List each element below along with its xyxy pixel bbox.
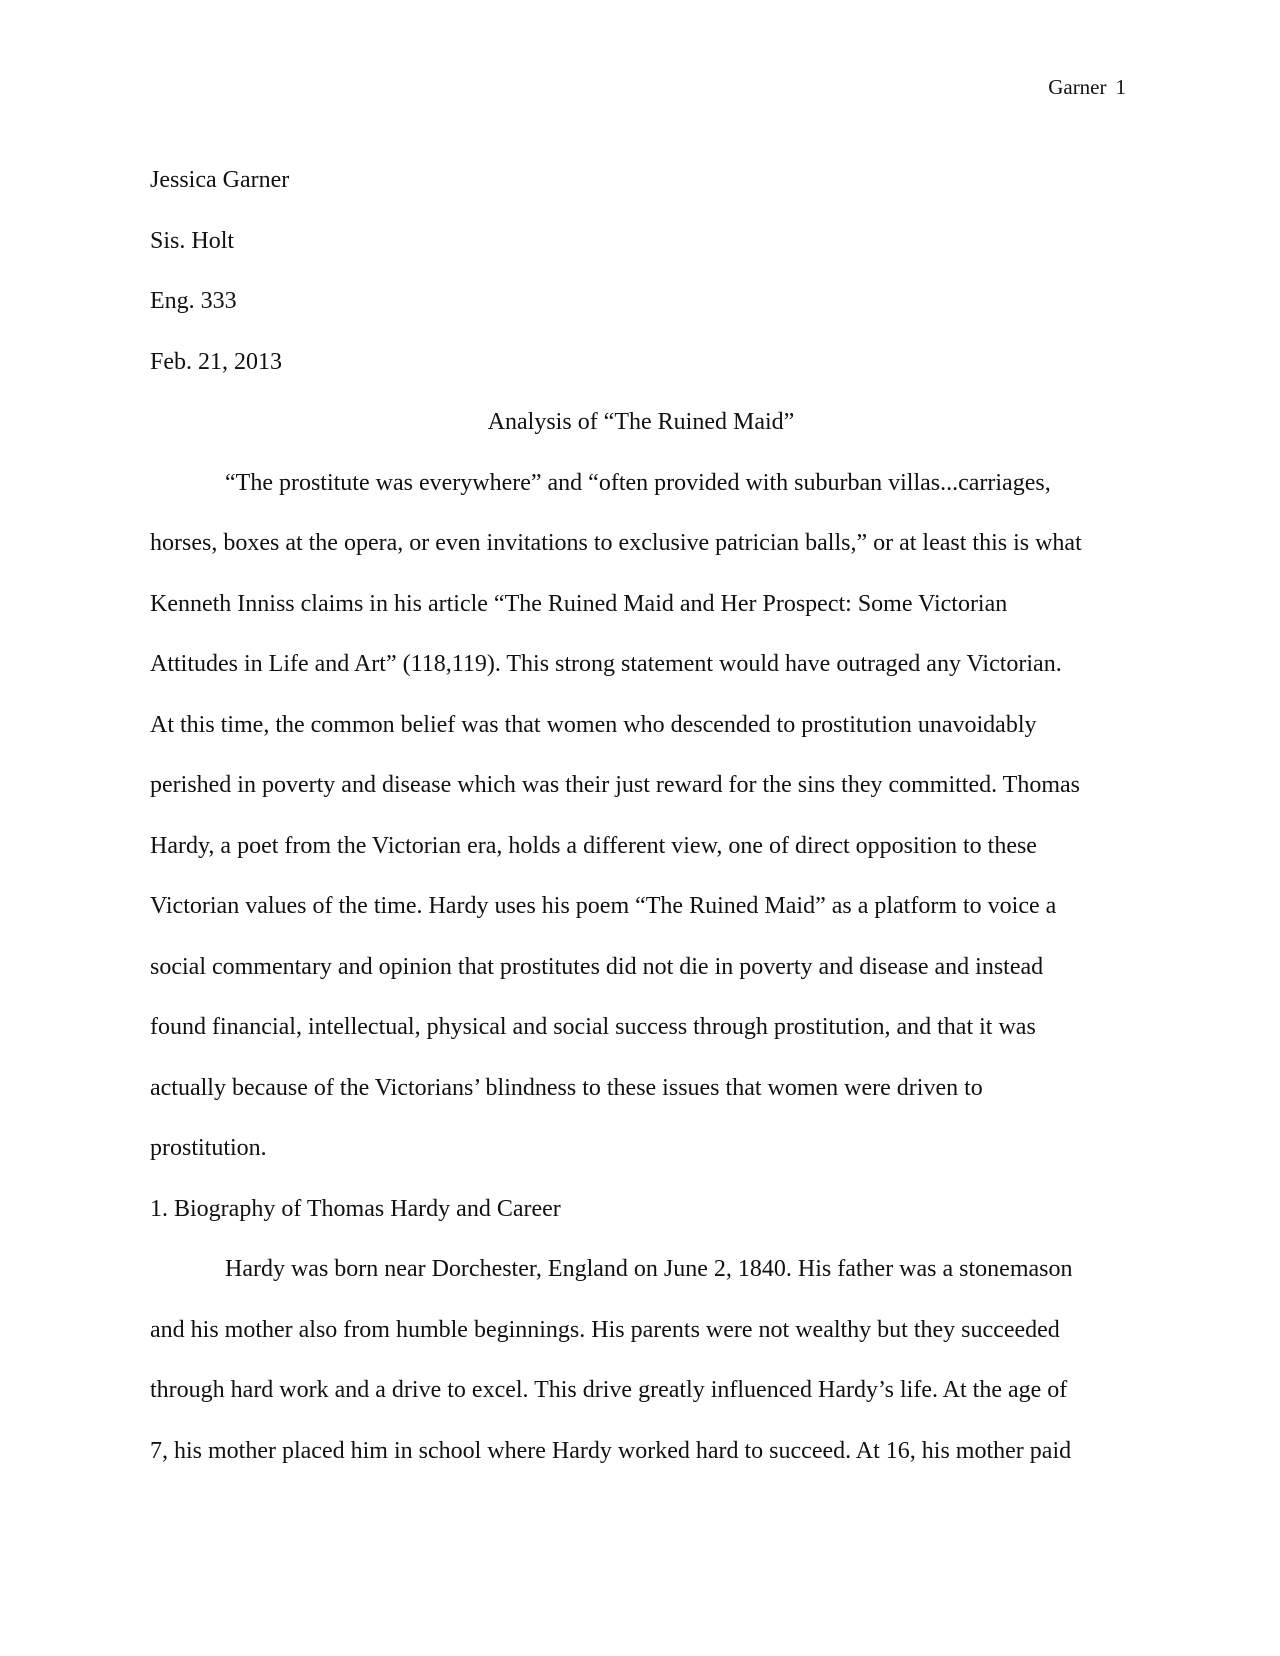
paragraph-line: horses, boxes at the opera, or even invitations to exclusive patrician balls,” or at least this is what (150, 530, 1082, 556)
paragraph-line: Hardy was born near Dorchester, England on June 2, 1840. His father was a stonemason (225, 1256, 1073, 1282)
header-page-number: 1 (1115, 75, 1126, 99)
paragraph-line: Attitudes in Life and Art” (118,119). This strong statement would have outraged any Victorian. (150, 651, 1062, 677)
submission-date: Feb. 21, 2013 (150, 348, 282, 375)
paragraph-line: found financial, intellectual, physical and social success through prostitution, and that it was (150, 1014, 1036, 1040)
running-header (1048, 74, 1126, 100)
essay-title: Analysis of “The Ruined Maid” (487, 409, 795, 435)
instructor-name: Sis. Holt (150, 227, 235, 254)
mla-heading-block (150, 150, 1132, 392)
paragraph-line: At this time, the common belief was that women who descended to prostitution unavoidably (150, 711, 1037, 738)
paragraph-line: through hard work and a drive to excel. This drive greatly influenced Hardy’s life. At the age of (150, 1377, 1068, 1403)
course-name: Eng. 333 (150, 288, 237, 314)
student-name: Jessica Garner (150, 167, 290, 193)
paragraph-line: perished in poverty and disease which was their just reward for the sins they committed. Thomas (150, 772, 1080, 798)
section-heading: 1. Biography of Thomas Hardy and Career (150, 1195, 561, 1222)
paragraph-line: and his mother also from humble beginnings. His parents were not wealthy but they succeeded (150, 1316, 1060, 1343)
biography-paragraph (150, 1239, 1132, 1481)
paragraph-line: Hardy, a poet from the Victorian era, holds a different view, one of direct opposition to these (150, 832, 1037, 859)
paragraph-line: prostitution. (150, 1135, 267, 1161)
paragraph-line: Kenneth Inniss claims in his article “The Ruined Maid and Her Prospect: Some Victorian (150, 590, 1008, 617)
paragraph-line: “The prostitute was everywhere” and “often provided with suburban villas...carriages, (225, 469, 1051, 496)
paragraph-line: 7, his mother placed him in school where Hardy worked hard to succeed. At 16, his mother paid (150, 1437, 1072, 1464)
paragraph-line: social commentary and opinion that prostitutes did not die in poverty and disease and instead (150, 953, 1044, 980)
paragraph-line: actually because of the Victorians’ blindness to these issues that women were driven to (150, 1074, 983, 1101)
intro-paragraph (150, 453, 1132, 1179)
paragraph-line: Victorian values of the time. Hardy uses his poem “The Ruined Maid” as a platform to voice a (150, 893, 1057, 919)
header-author-name: Garner (1048, 75, 1107, 99)
document-body (150, 150, 1132, 1481)
